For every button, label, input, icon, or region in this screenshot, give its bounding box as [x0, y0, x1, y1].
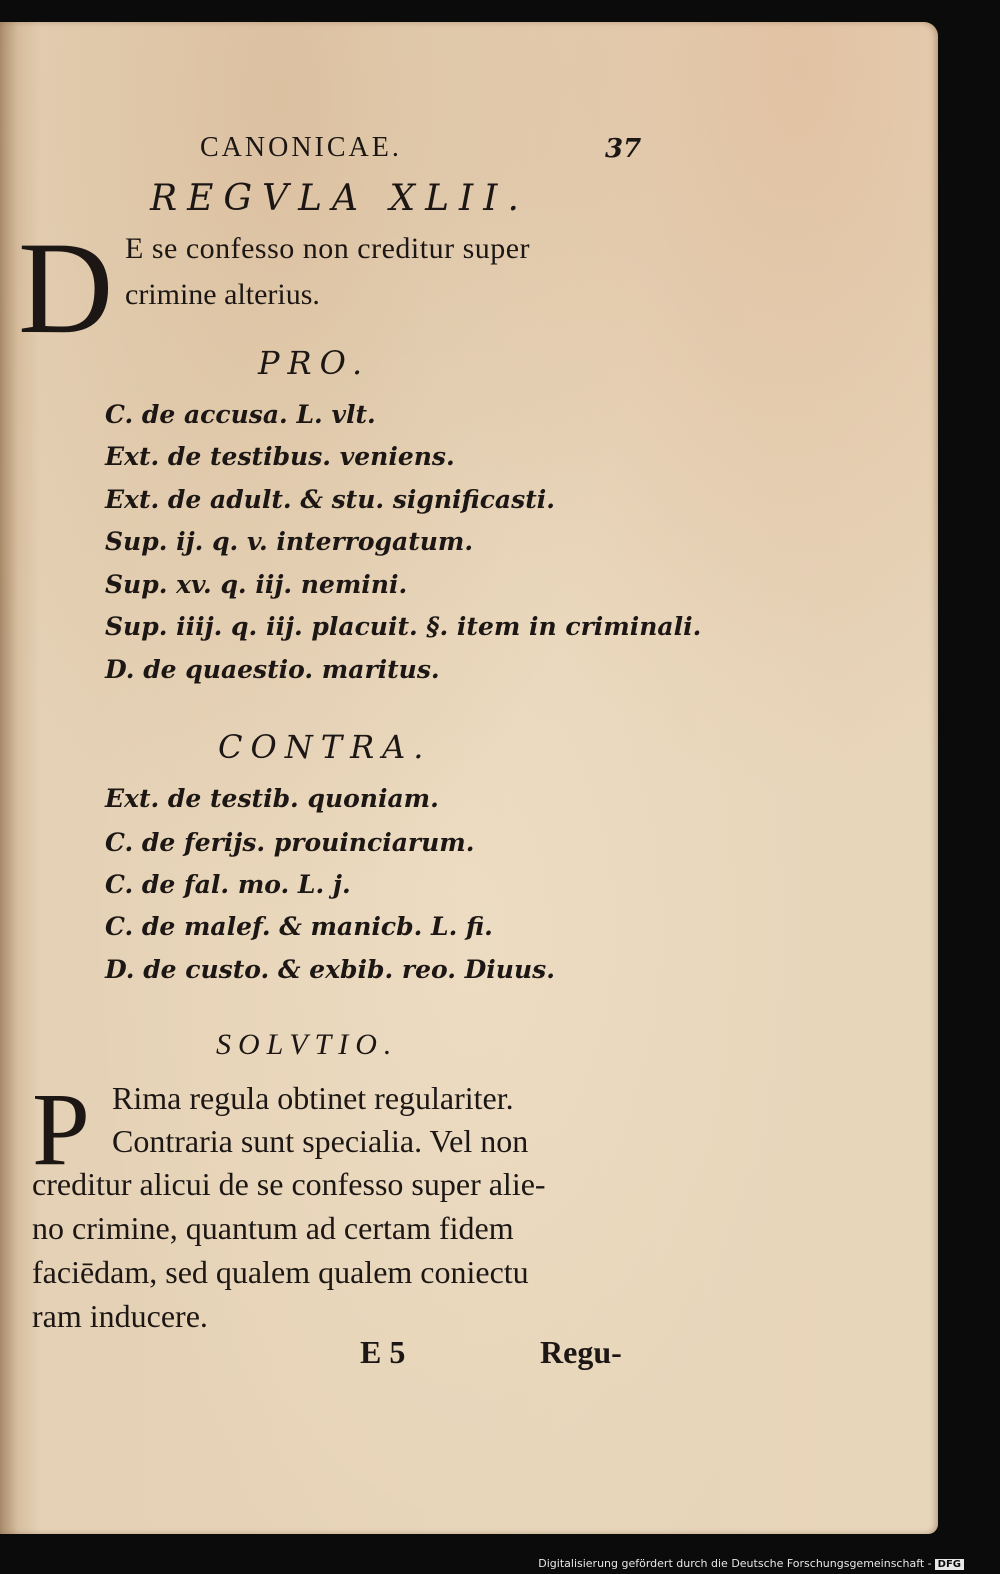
contra-citation: Ext. de testib. quoniam. — [105, 784, 439, 813]
solutio-text-line: Rima regula obtinet regulariter. — [112, 1080, 514, 1116]
contra-heading: CONTRA. — [218, 728, 432, 766]
solutio-text-line: creditur alicui de se confesso super alie- — [32, 1166, 546, 1202]
drop-cap-d: D — [18, 214, 114, 361]
pro-citation: Ext. de testibus. veniens. — [105, 442, 455, 471]
dfg-badge: DFG — [935, 1559, 964, 1570]
signature-mark: E 5 — [360, 1334, 406, 1370]
solutio-text-line: Contraria sunt specialia. Vel non — [112, 1123, 529, 1159]
page-number: 37 — [605, 134, 642, 164]
contra-citation: D. de custo. & exbib. reo. Diuus. — [105, 955, 555, 984]
rule-title: REGVLA XLII. — [150, 178, 529, 219]
book-page — [0, 22, 938, 1534]
rule-text-line: E se confesso non creditur super — [125, 232, 531, 265]
digitization-notice — [538, 1557, 964, 1570]
digitization-notice-text: Digitalisierung gefördert durch die Deutsche Forschungsgemeinschaft - — [538, 1557, 932, 1570]
drop-cap-p: P — [32, 1072, 90, 1187]
pro-citation: D. de quaestio. maritus. — [105, 655, 440, 684]
rule-text-line: crimine alterius. — [125, 278, 320, 311]
pro-citation: Sup. iiij. q. iij. placuit. §. item in criminali. — [105, 612, 702, 641]
pro-citation: Sup. xv. q. iij. nemini. — [105, 570, 408, 599]
contra-citation: C. de fal. mo. L. j. — [105, 870, 351, 899]
solutio-text-line: ram inducere. — [32, 1298, 208, 1334]
pro-citation: C. de accusa. L. vlt. — [105, 400, 376, 429]
solutio-heading: SOLVTIO. — [216, 1028, 399, 1061]
contra-citation: C. de malef. & manicb. L. fi. — [105, 912, 493, 941]
solutio-text-line: no crimine, quantum ad certam fidem — [32, 1210, 514, 1246]
pro-citation: Ext. de adult. & stu. significasti. — [105, 485, 555, 514]
pro-heading: PRO. — [258, 344, 371, 382]
solutio-text-line: faciēdam, sed qualem qualem coniectu — [32, 1254, 529, 1290]
running-head: CANONICAE. — [200, 132, 402, 163]
pro-citation: Sup. ij. q. v. interrogatum. — [105, 527, 474, 556]
contra-citation: C. de ferijs. prouinciarum. — [105, 828, 475, 857]
catchword: Regu- — [540, 1334, 622, 1370]
